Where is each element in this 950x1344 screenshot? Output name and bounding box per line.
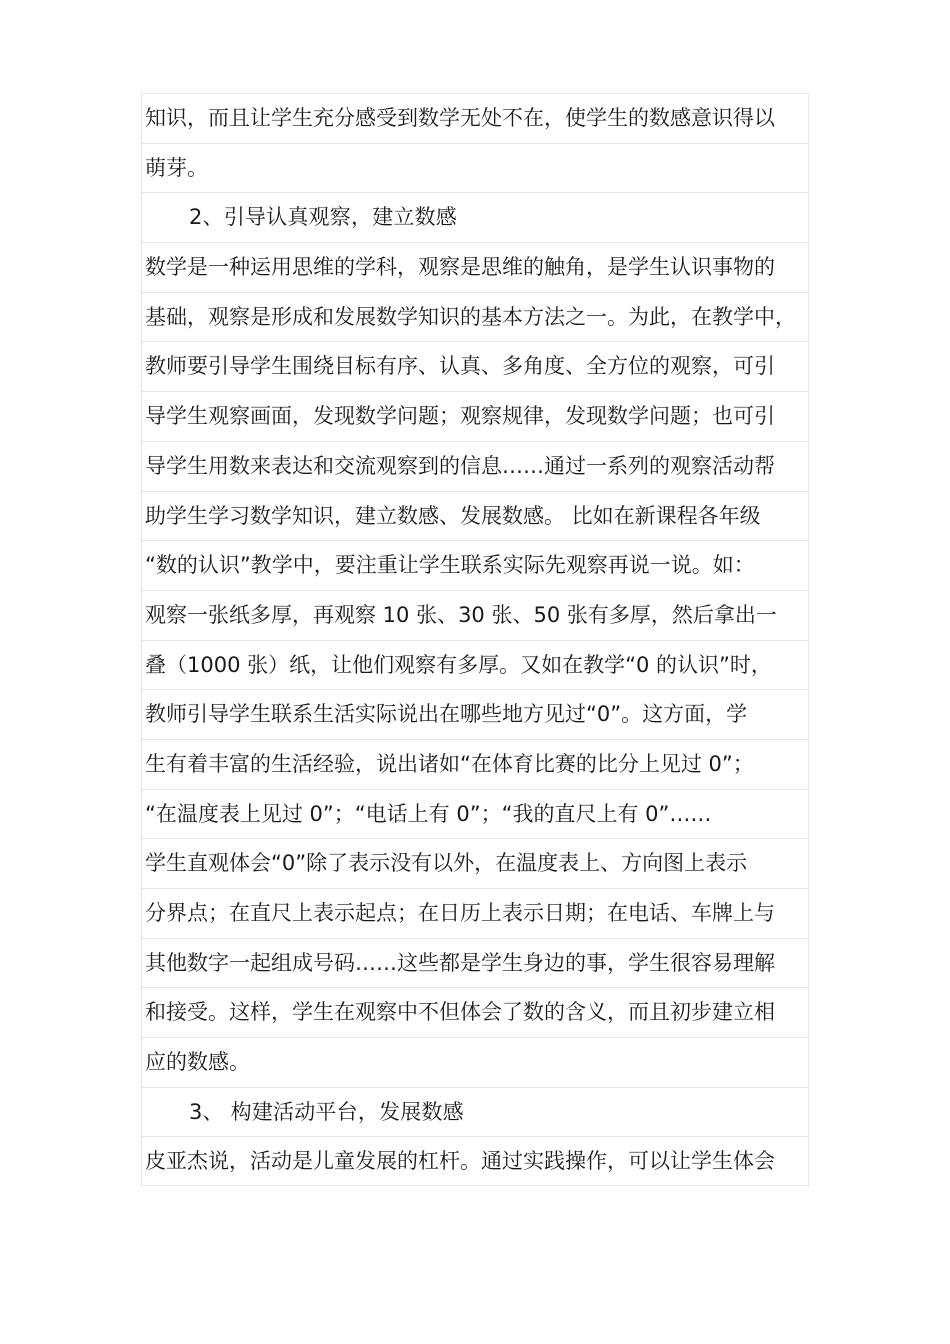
section-heading: 2、引导认真观察，建立数感 — [141, 192, 809, 242]
text-line: 分界点；在直尺上表示起点；在日历上表示日期；在电话、车牌上与 — [141, 888, 809, 938]
section-heading: 3、 构建活动平台，发展数感 — [141, 1087, 809, 1137]
text-line: 和接受。这样，学生在观察中不但体会了数的含义，而且初步建立相 — [141, 987, 809, 1037]
text-line: 导学生观察画面，发现数学问题；观察规律，发现数学问题；也可引 — [141, 391, 809, 441]
text-line: 教师要引导学生围绕目标有序、认真、多角度、全方位的观察，可引 — [141, 341, 809, 391]
text-line: 知识，而且让学生充分感受到数学无处不在，使学生的数感意识得以 — [141, 93, 809, 143]
text-line: 学生直观体会“0”除了表示没有以外，在温度表上、方向图上表示 — [141, 838, 809, 888]
text-line: 萌芽。 — [141, 143, 809, 193]
text-line: “数的认识”教学中，要注重让学生联系实际先观察再说一说。如： — [141, 540, 809, 590]
text-line: 教师引导学生联系生活实际说出在哪些地方见过“0”。这方面，学 — [141, 689, 809, 739]
text-line: 助学生学习数学知识，建立数感、发展数感。 比如在新课程各年级 — [141, 491, 809, 541]
text-line: 观察一张纸多厚，再观察 10 张、30 张、50 张有多厚，然后拿出一 — [141, 590, 809, 640]
text-line: 导学生用数来表达和交流观察到的信息……通过一系列的观察活动帮 — [141, 441, 809, 491]
text-line: 基础，观察是形成和发展数学知识的基本方法之一。为此，在教学中， — [141, 292, 809, 342]
text-line: 其他数字一起组成号码……这些都是学生身边的事，学生很容易理解 — [141, 938, 809, 988]
text-line: 数学是一种运用思维的学科，观察是思维的触角，是学生认识事物的 — [141, 242, 809, 292]
text-line: 生有着丰富的生活经验，说出诸如“在体育比赛的比分上见过 0”； — [141, 739, 809, 789]
document-body — [141, 93, 809, 1186]
text-line: “在温度表上见过 0”；“电话上有 0”；“我的直尺上有 0”…… — [141, 789, 809, 839]
text-line: 叠（1000 张）纸，让他们观察有多厚。又如在教学“0 的认识”时， — [141, 640, 809, 690]
text-line: 应的数感。 — [141, 1037, 809, 1087]
text-line: 皮亚杰说，活动是儿童发展的杠杆。通过实践操作，可以让学生体会 — [141, 1136, 809, 1186]
